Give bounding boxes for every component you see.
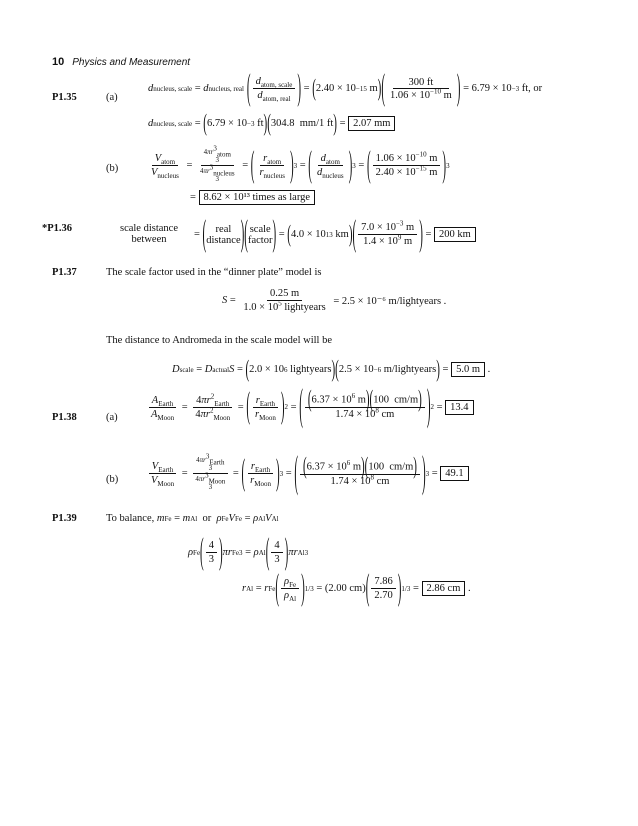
- equation-1-39-densities: ρ Fe ( $\frac{4}{3}$ ) πr Fe 3 = ρ Al ( $\frac{4}{3}$ ) πr Al 3: [188, 532, 309, 573]
- intro-text-1-37: The scale factor used in the “dinner plate” model is: [106, 267, 322, 278]
- scale-distance-bottom: between: [131, 234, 167, 245]
- s-result: = 2.5 × 10⁻⁶ m/lightyears .: [333, 295, 447, 307]
- scale-distance-label: [106, 223, 192, 245]
- problem-label-1-36: *P1.36: [42, 223, 73, 234]
- balance-statement: To balance, m Fe = m Al or ρ Fe V Fe = ρ Al V Al: [106, 513, 279, 524]
- problem-label-1-38: P1.38: [52, 412, 77, 423]
- problem-label-1-35: P1.35: [52, 92, 77, 103]
- part-b-label-1-35: (b): [106, 163, 119, 174]
- s-numerator: 0.25 m: [267, 288, 302, 301]
- problem-label-1-39: P1.39: [52, 513, 77, 524]
- andromeda-text: The distance to Andromeda in the scale model will be: [106, 335, 332, 346]
- page-number: 10: [52, 56, 65, 68]
- scale-label: scale: [249, 223, 271, 235]
- answer-box-1-35-b: 8.62 × 10¹³ times as large: [199, 190, 316, 205]
- equation-1-38-a: $\frac{A_{Earth}}{A_{Moon}}$ = $\frac{4\pi r^2_{Earth}}{4\pi r^2_{Moon}}$ = ( $\frac{r_{Earth}}{r_{Moon}}$ ) 2 = ( $\frac{(6.37 \times 10^6 m)(100 cm/m)}{1.74 \times 10^8 cm}$ ) 2 = 13.4: [146, 394, 474, 420]
- equation-1-35-a-line1: d nucleus, scale = d nucleus, real ( $\frac{d_{atom, scale}}{d_{atom, real}}$ ) = ( 2.40 × 10 −15 m ) ( $\frac{300 ft}{1.06 \times 10^{-10} m}$ ) = 6.79 × 10 −3 ft, or: [148, 68, 543, 109]
- equation-1-35-a-line2: d nucleus, scale = ( 6.79 × 10 −3 ft ) ( 304.8 mm/1 ft ) = 2.07 mm: [148, 116, 395, 131]
- answer-box-1-38-b: 49.1: [440, 466, 468, 481]
- answer-box-1-35-a: 2.07 mm: [348, 116, 395, 131]
- equation-1-37-scale: S = $\frac{0.25 m}{1.0 \times 10^5 lightyears}$ = 2.5 × 10⁻⁶ m/lightyears .: [222, 288, 447, 313]
- answer-box-1-39: 2.86 cm: [422, 581, 466, 596]
- part-a-label-1-35: (a): [106, 92, 118, 103]
- part-a-label-1-38: (a): [106, 412, 118, 423]
- equation-1-36: = ( real distance ) ( scale factor ) = ( 4.0 × 10 13 km ) ( $\frac{7.0 \times 10^{-3} m}{1.4 \times 10^9 m}$ ) = 200 km: [194, 222, 476, 247]
- scale-distance-top: scale distance: [119, 223, 178, 234]
- part-b-label-1-38: (b): [106, 474, 119, 485]
- balance-intro: To balance,: [106, 513, 155, 524]
- equation-1-39-radius: r Al = r Fe ( $\frac{\rho_{Fe}}{\rho_{Al}}$ ) 1/3 = (2.00 cm) ( $\frac{7.86}{2.70}$ ) 1/3 = 2.86 cm .: [242, 568, 471, 609]
- equation-1-35-b: $\frac{V_{atom}}{V_{nucleus}}$ = $4\pi r^3_{atom}$ 3 $4\pi r^3_{nucleus}$ 3 = ( $\frac{r_{atom}}{r_{nucleus}}$ ) 3 = ( $\frac{d_{atom}}{d_{nucleus}}$ ) 3 = ( $\frac{1.06 \times 10^{-10} m}{2.40 \times 10^{-15} m}$ ) 3: [151, 144, 450, 186]
- problem-label-1-37: P1.37: [52, 267, 77, 278]
- answer-box-1-38-a: 13.4: [445, 400, 473, 415]
- equation-1-38-b: $\frac{V_{Earth}}{V_{Moon}}$ = $4\pi r^3_{Earth}$ 3 $4\pi r^3_{Moon}$ 3 = ( $\frac{r_{Earth}}{r_{Moon}}$ ) 3 = ( $\frac{(6.37 \times 10^6 m)(100 cm/m)}{1.74 \times 10^8 cm}$ ) 3 = 49.1: [146, 456, 469, 491]
- real-label: real: [215, 223, 232, 235]
- page-header: [52, 56, 190, 68]
- equation-1-37-distance: D scale = D actual S = ( 2.0 × 10 6 lightyears ) ( 2.5 × 10 −6 m/lightyears ) = 5.0 m .: [172, 356, 491, 383]
- result-tail: ft, or: [521, 83, 543, 94]
- result-text: = 6.79 × 10: [463, 83, 512, 94]
- equation-1-35-b-result: = 8.62 × 10¹³ times as large: [190, 190, 315, 205]
- factor-label: factor: [247, 234, 273, 246]
- chapter-title: Physics and Measurement: [72, 57, 191, 68]
- answer-box-1-36: 200 km: [434, 227, 476, 242]
- answer-box-1-37: 5.0 m: [451, 362, 485, 377]
- distance-label: distance: [206, 234, 241, 246]
